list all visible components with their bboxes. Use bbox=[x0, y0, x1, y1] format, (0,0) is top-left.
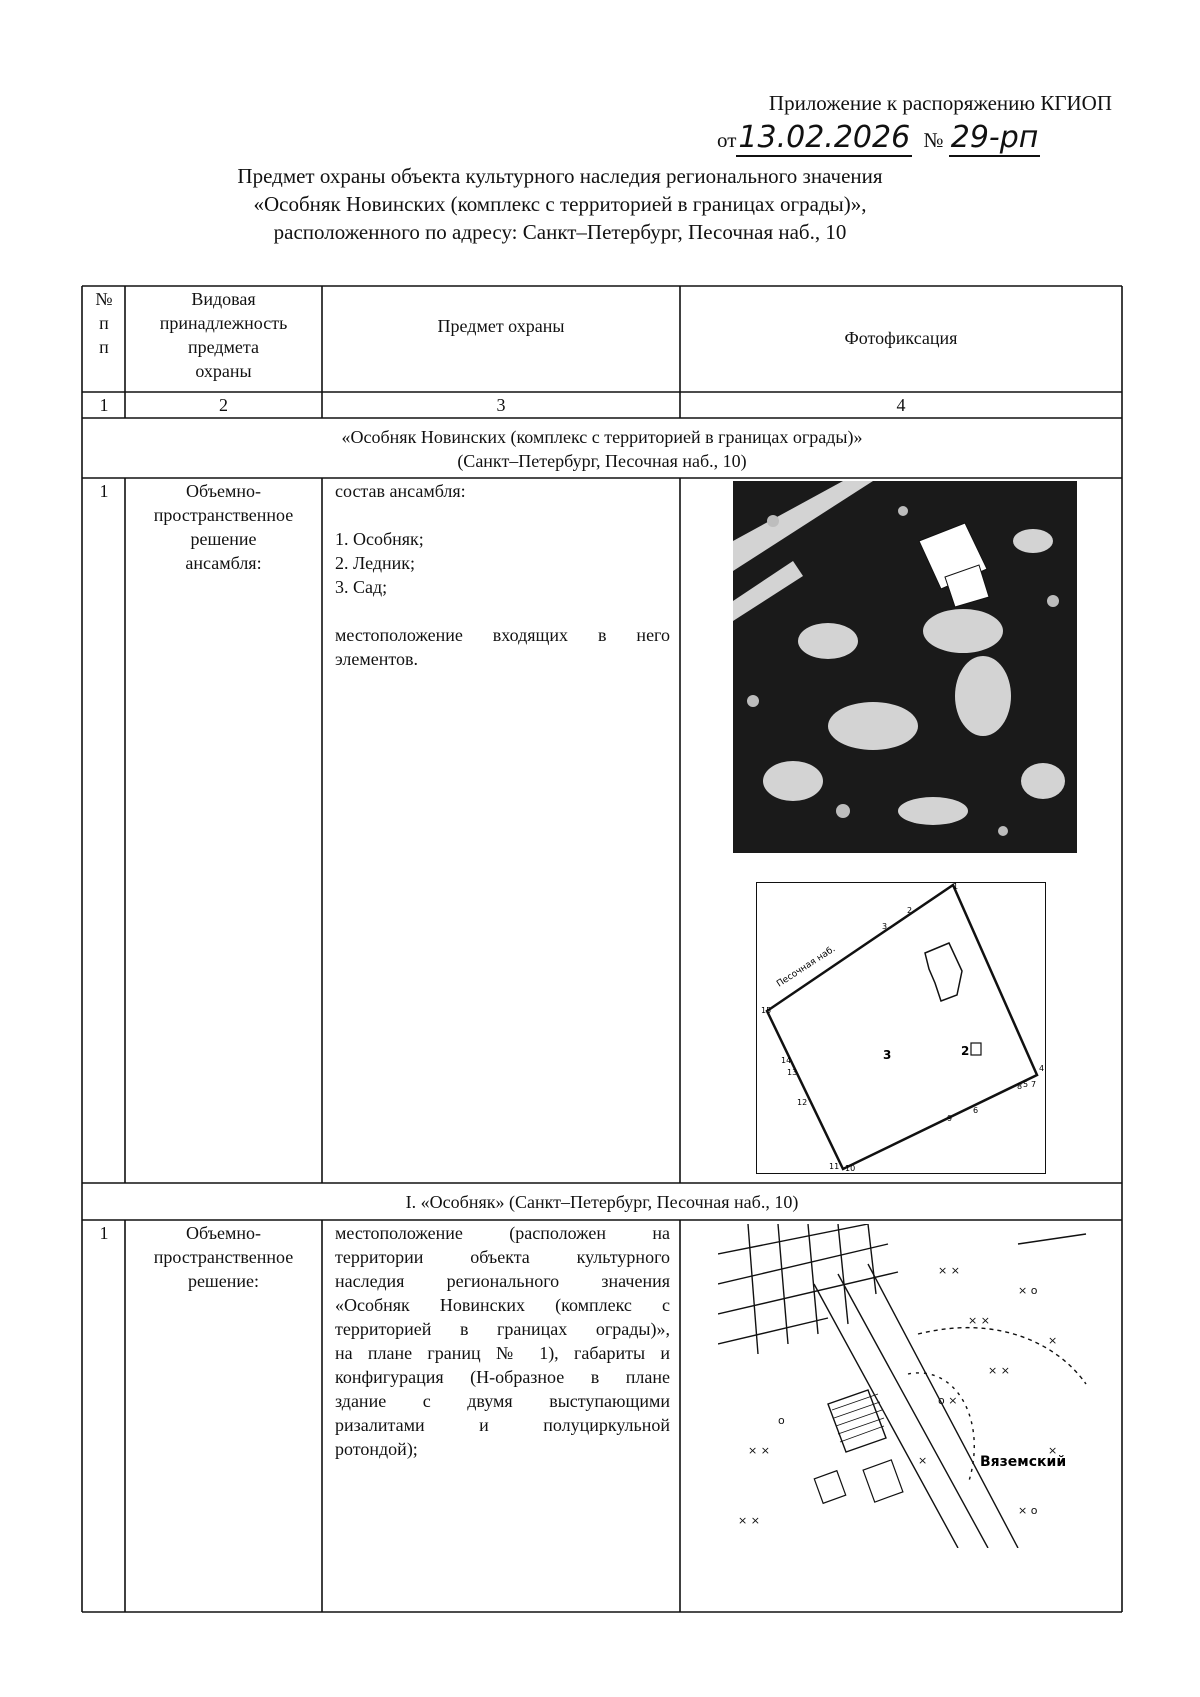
row2-subject-l2: территории объекта культурного bbox=[335, 1247, 670, 1267]
header-type-l1: Видовая bbox=[191, 289, 256, 309]
row1-type bbox=[126, 479, 321, 575]
plan-point-1: 1 bbox=[953, 883, 959, 891]
row2-subject-l10: ротондой); bbox=[335, 1439, 418, 1459]
plan-point-10: 10 bbox=[845, 1164, 856, 1173]
row2-subject-l6: на плане границ № 1), габариты и bbox=[335, 1343, 670, 1363]
title-line-3: расположенного по адресу: Санкт–Петербург, Песочная наб., 10 bbox=[273, 220, 847, 244]
order-number: 29-рп bbox=[950, 120, 1039, 155]
header-type-l3: предмета bbox=[188, 337, 259, 357]
row1-type-l3: решение bbox=[190, 529, 257, 549]
svg-text:o: o bbox=[778, 1414, 785, 1427]
header-num-l2: п bbox=[99, 313, 109, 333]
section-1-header bbox=[84, 425, 1120, 473]
row2-num: 1 bbox=[99, 1223, 109, 1243]
section-1-line-2: (Санкт–Петербург, Песочная наб., 10) bbox=[457, 451, 747, 471]
svg-text:×: × bbox=[1048, 1444, 1058, 1457]
order-date: 13.02.2026 bbox=[738, 120, 911, 155]
row2-subject bbox=[335, 1221, 670, 1461]
header-num-l1: № bbox=[95, 289, 113, 309]
aerial-photo bbox=[733, 481, 1077, 853]
plan-point-3: 3 bbox=[882, 922, 888, 931]
row2-subject-l7: конфигурация (Н-образное в плане bbox=[335, 1367, 670, 1387]
header-num bbox=[84, 287, 124, 359]
svg-text:× ×: × × bbox=[738, 1514, 760, 1527]
row2-subject-l4: «Особняк Новинских (комплекс с bbox=[335, 1295, 670, 1315]
plan-point-8: 8 bbox=[1017, 1082, 1023, 1091]
plan-point-7: 7 bbox=[1031, 1080, 1037, 1089]
map-place-label: Вяземский bbox=[980, 1454, 1067, 1470]
header-num-l3: п bbox=[99, 337, 109, 357]
row1-subject-l6: элементов. bbox=[335, 649, 419, 669]
plan-street-label: Песочная наб. bbox=[775, 944, 838, 990]
plan-point-14: 14 bbox=[781, 1056, 792, 1065]
row1-num: 1 bbox=[99, 481, 109, 501]
svg-text:× ×: × × bbox=[748, 1444, 770, 1457]
header-photo: Фотофиксация bbox=[844, 328, 958, 348]
row2-type-l1: Объемно- bbox=[185, 1223, 262, 1243]
plan-point-5: 5 bbox=[1023, 1080, 1029, 1089]
row1-subject-l4: 3. Сад; bbox=[335, 577, 388, 597]
svg-text:× ×: × × bbox=[988, 1364, 1010, 1377]
plan-point-12: 12 bbox=[797, 1098, 808, 1107]
section-2-header: I. «Особняк» (Санкт–Петербург, Песочная наб., 10) bbox=[405, 1192, 799, 1212]
plan-point-2: 2 bbox=[907, 906, 913, 915]
section-1-line-1: «Особняк Новинских (комплекс с территорией в границах ограды)» bbox=[341, 427, 863, 447]
row2-type bbox=[126, 1221, 321, 1293]
row1-subject-l5: местоположение входящих в него bbox=[335, 625, 670, 645]
row2-subject-l1: местоположение (расположен на bbox=[335, 1223, 670, 1243]
plan-zone-3: 3 bbox=[883, 1048, 892, 1062]
number-label: № bbox=[923, 128, 944, 152]
plan-point-13: 13 bbox=[787, 1068, 798, 1077]
col-number-2: 2 bbox=[219, 395, 228, 415]
topographic-map bbox=[718, 1224, 1088, 1548]
row2-subject-l9: ризалитами и полуциркульной bbox=[335, 1415, 670, 1435]
plan-zone-2: 2 bbox=[961, 1044, 970, 1058]
plan-point-15: 15 bbox=[761, 1006, 772, 1015]
row1-type-l4: ансамбля: bbox=[185, 553, 262, 573]
row1-subject-l2: 1. Особняк; bbox=[335, 529, 424, 549]
svg-text:×: × bbox=[1048, 1334, 1058, 1347]
row2-subject-l3: наследия регионального значения bbox=[335, 1271, 670, 1291]
header-subject: Предмет охраны bbox=[437, 316, 565, 336]
title-line-1: Предмет охраны объекта культурного наследия регионального значения bbox=[237, 164, 883, 188]
row1-type-l2: пространственное bbox=[153, 505, 294, 525]
row1-type-l1: Объемно- bbox=[185, 481, 262, 501]
row2-type-l2: пространственное bbox=[153, 1247, 294, 1267]
appendix-line: Приложение к распоряжению КГИОП bbox=[768, 91, 1112, 115]
row2-subject-l5: территорией в границах ограды)», bbox=[335, 1319, 670, 1339]
row2-subject-l8: здание с двумя выступающими bbox=[335, 1391, 670, 1411]
col-number-3: 3 bbox=[496, 395, 506, 415]
plan-point-9: 9 bbox=[947, 1114, 953, 1123]
title-line-2: «Особняк Новинских (комплекс с территорией в границах ограды)», bbox=[253, 192, 867, 216]
svg-text:× ×: × × bbox=[968, 1314, 990, 1327]
row1-subject bbox=[335, 479, 670, 671]
row1-subject-l1: состав ансамбля: bbox=[335, 481, 466, 501]
svg-text:× o: × o bbox=[1018, 1504, 1038, 1517]
header-type-l4: охраны bbox=[195, 361, 252, 381]
header-type-l2: принадлежность bbox=[159, 313, 288, 333]
row2-type-l3: решение: bbox=[187, 1271, 260, 1291]
from-label: от bbox=[717, 128, 737, 152]
header-type bbox=[126, 287, 321, 383]
svg-text:o ×: o × bbox=[938, 1394, 958, 1407]
plan-point-4: 4 bbox=[1039, 1064, 1045, 1073]
svg-text:×: × bbox=[918, 1454, 928, 1467]
boundary-plan bbox=[756, 882, 1046, 1174]
col-number-4: 4 bbox=[896, 395, 906, 415]
plan-point-6: 6 bbox=[973, 1106, 979, 1115]
svg-text:× o: × o bbox=[1018, 1284, 1038, 1297]
plan-point-11: 11 bbox=[829, 1162, 840, 1171]
row1-subject-l3: 2. Ледник; bbox=[335, 553, 416, 573]
col-number-1: 1 bbox=[99, 395, 109, 415]
svg-text:× ×: × × bbox=[938, 1264, 960, 1277]
